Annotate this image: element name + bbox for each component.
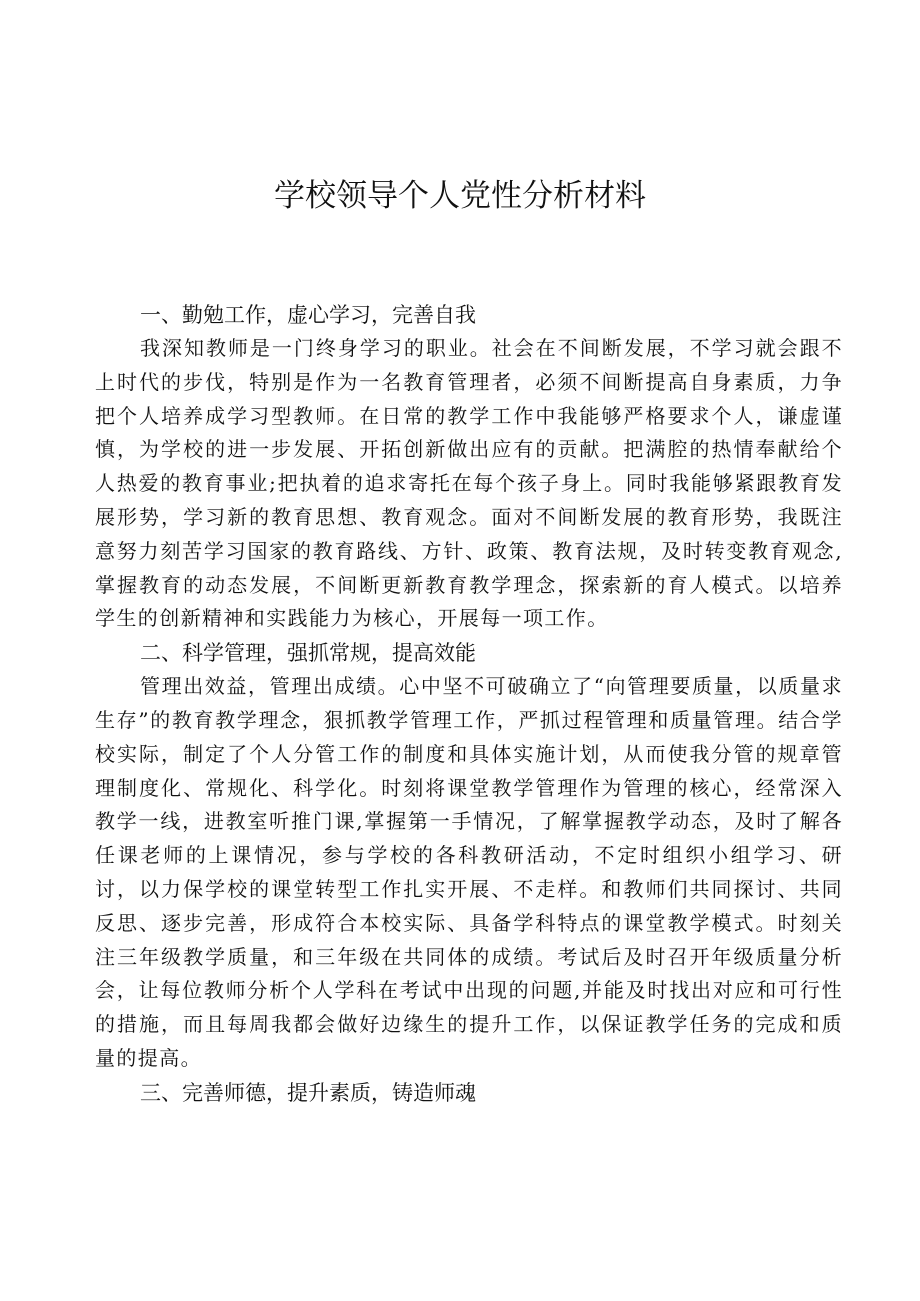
- section-paragraph: 我深知教师是一门终身学习的职业。社会在不间断发展，不学习就会跟不上时代的步伐，特别是作为一名教育管理者，必须不间断提高自身素质，力争把个人培养成学习型教师。在日常的教学工作中我能够严格要求个人，谦虚谨慎，为学校的进一步发展、开拓创新做出应有的贡献。把满腔的热情奉献给个人热爱的教育事业;把执着的追求寄托在每个孩子身上。同时我能够紧跟教育发展形势，学习新的教育思想、教育观念。面对不间断发展的教育形势，我既注意努力刻苦学习国家的教育路线、方针、政策、教育法规，及时转变教育观念,掌握教育的动态发展，不间断更新教育教学理念，探索新的育人模式。以培养学生的创新精神和实践能力为核心，开展每一项工作。: [95, 336, 843, 631]
- section-paragraph: 管理出效益，管理出成绩。心中坚不可破确立了“向管理要质量，以质量求生存”的教育教学理念，狠抓教学管理工作，严抓过程管理和质量管理。结合学校实际，制定了个人分管工作的制度和具体实施计划，从而使我分管的规章管理制度化、常规化、科学化。时刻将课堂教学管理作为管理的核心，经常深入教学一线，进教室听推门课,掌握第一手情况，了解掌握教学动态，及时了解各任课老师的上课情况，参与学校的各科教研活动，不定时组织小组学习、研讨，以力保学校的课堂转型工作扎实开展、不走样。和教师们共同探讨、共同反思、逐步完善，形成符合本校实际、具备学科特点的课堂教学模式。时刻关注三年级教学质量，和三年级在共同体的成绩。考试后及时召开年级质量分析会，让每位教师分析个人学科在考试中出现的问题,并能及时找出对应和可行性的措施，而且每周我都会做好边缘生的提升工作，以保证教学任务的完成和质量的提高。: [95, 674, 843, 1070]
- section-heading: 一、勤勉工作，虚心学习，完善自我: [140, 303, 476, 327]
- section-heading: 二、科学管理，强抓常规，提高效能: [140, 641, 476, 666]
- section-heading: 三、完善师德，提升素质，铸造师魂: [140, 1080, 476, 1105]
- document-title: 学校领导个人党性分析材料: [274, 178, 646, 214]
- document-body: [95, 298, 843, 1110]
